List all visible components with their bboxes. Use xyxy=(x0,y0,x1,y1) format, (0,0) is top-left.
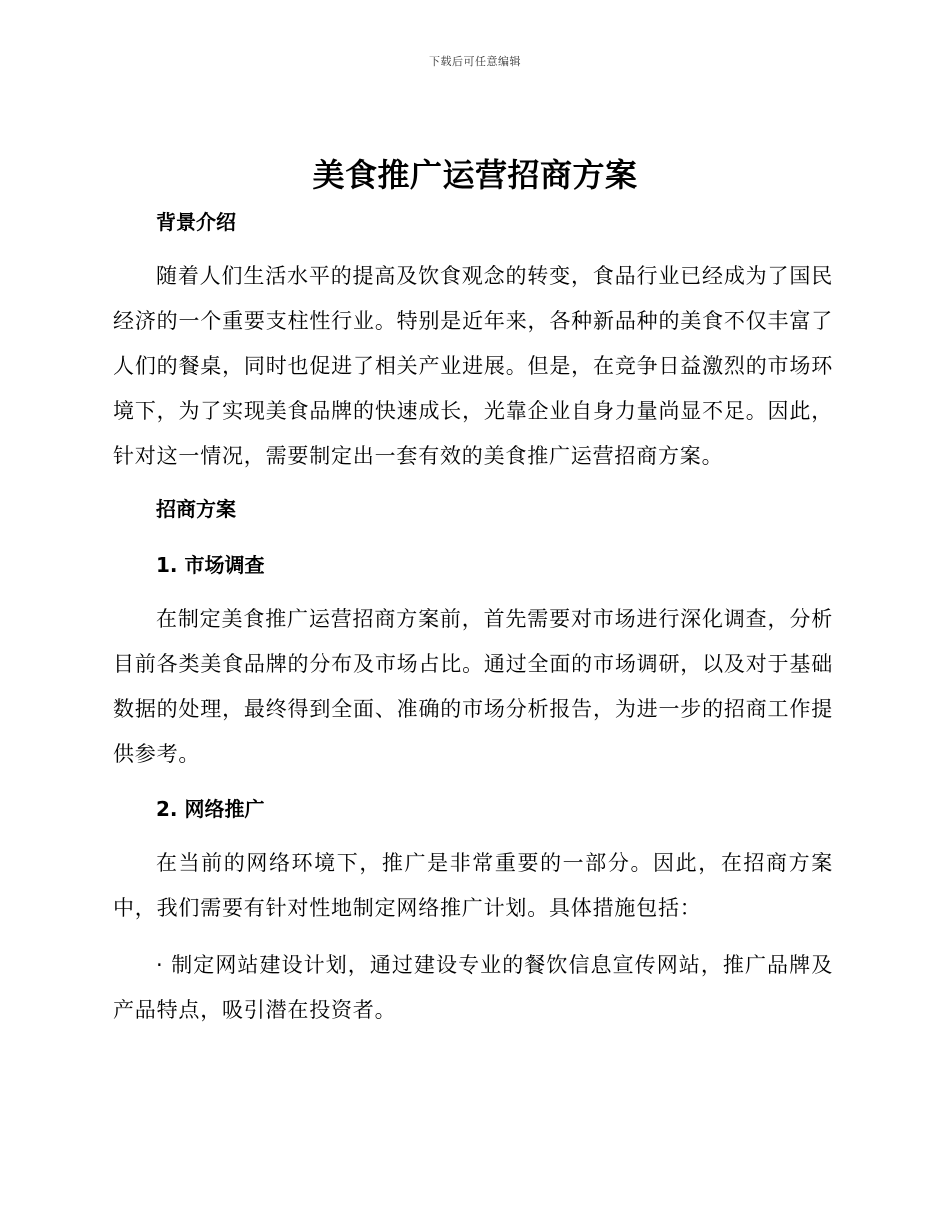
list-item: · 制定网站建设计划，通过建设专业的餐饮信息宣传网站，推广品牌及产品特点，吸引潜在投资者。 xyxy=(113,953,833,1022)
heading-network-promotion: 2. 网络推广 xyxy=(156,797,265,821)
paragraph-background: 随着人们生活水平的提高及饮食观念的转变，食品行业已经成为了国民经济的一个重要支柱性行业。特别是近年来，各种新品种的美食不仅丰富了人们的餐桌，同时也促进了相关产业进展。但是，在竞争日益激烈的市场环境下，为了实现美食品牌的快速成长，光靠企业自身力量尚显不足。因此，针对这一情况，需要制定出一套有效的美食推广运营招商方案。 xyxy=(113,264,833,468)
heading-plan: 招商方案 xyxy=(156,497,236,521)
document-body xyxy=(113,204,833,1033)
heading-background: 背景介绍 xyxy=(156,210,236,234)
paragraph-network-promotion: 在当前的网络环境下，推广是非常重要的一部分。因此，在招商方案中，我们需要有针对性地制定网络推广计划。具体措施包括： xyxy=(113,851,833,920)
document-title: 美食推广运营招商方案 xyxy=(312,156,638,194)
header-note: 下载后可任意编辑 xyxy=(429,55,521,68)
paragraph-market-research: 在制定美食推广运营招商方案前，首先需要对市场进行深化调查，分析目前各类美食品牌的分布及市场占比。通过全面的市场调研，以及对于基础数据的处理，最终得到全面、准确的市场分析报告，为进一步的招商工作提供参考。 xyxy=(113,607,833,766)
heading-market-research: 1. 市场调查 xyxy=(156,553,265,577)
